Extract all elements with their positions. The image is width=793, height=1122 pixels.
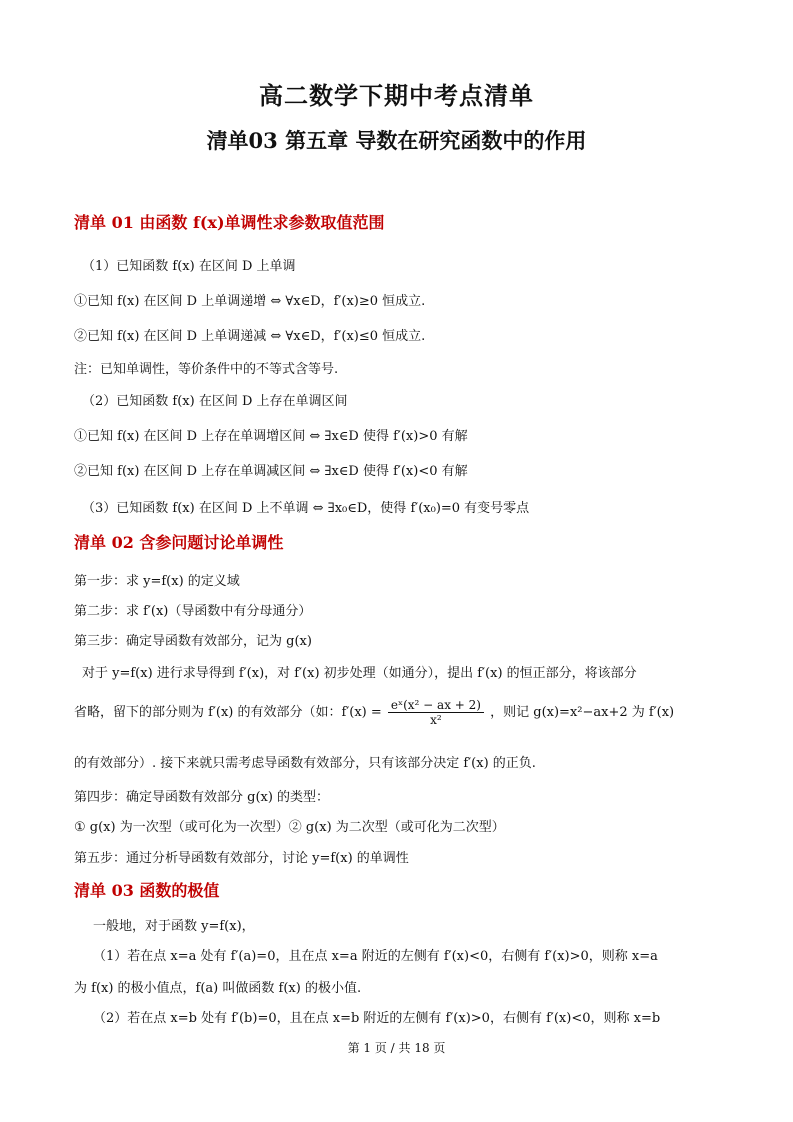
text-line: （3）已知函数 f(x) 在区间 D 上不单调 ⇔ ∃x₀∈D，使得 f′(x₀)=0 有变号零点 xyxy=(82,501,530,516)
section-heading-01: 清单 01 由函数 f(x)单调性求参数取值范围 xyxy=(74,213,385,232)
formula-line xyxy=(74,698,674,727)
text-line: 第二步：求 f′(x)（导函数中有分母通分） xyxy=(74,604,312,619)
fraction xyxy=(388,698,484,727)
text-line: 对于 y=f(x) 进行求导得到 f′(x)，对 f′(x) 初步处理（如通分），提出 f′(x) 的恒正部分，将该部分 xyxy=(82,666,637,681)
page-footer: 第 1 页 / 共 18 页 xyxy=(347,1041,446,1055)
text-line: 的有效部分）. 接下来就只需考虑导函数有效部分，只有该部分决定 f′(x) 的正负. xyxy=(74,756,536,771)
text-line: ① g(x) 为一次型（或可化为一次型）② g(x) 为二次型（或可化为二次型） xyxy=(74,820,505,835)
text-line: ①已知 f(x) 在区间 D 上存在单调增区间 ⇔ ∃x∈D 使得 f′(x)>0 有解 xyxy=(74,429,468,444)
text-line: ②已知 f(x) 在区间 D 上存在单调减区间 ⇔ ∃x∈D 使得 f′(x)<0 有解 xyxy=(74,464,468,479)
text-line: （2）已知函数 f(x) 在区间 D 上存在单调区间 xyxy=(82,394,348,409)
page-subtitle: 清单03 第五章 导数在研究函数中的作用 xyxy=(206,128,587,153)
text-line: （1）已知函数 f(x) 在区间 D 上单调 xyxy=(82,259,296,274)
page-title: 高二数学下期中考点清单 xyxy=(259,81,534,110)
text-fragment: ，则记 g(x)=x²−ax+2 为 f′(x) xyxy=(490,705,675,720)
text-line: 第三步：确定导函数有效部分，记为 g(x) xyxy=(74,634,312,649)
text-line: 一般地，对于函数 y=f(x)， xyxy=(93,919,255,934)
text-line: （1）若在点 x=a 处有 f′(a)=0，且在点 x=a 附近的左侧有 f′(x)<0，右侧有 f′(x)>0，则称 x=a xyxy=(93,949,658,964)
text-line: 为 f(x) 的极小值点，f(a) 叫做函数 f(x) 的极小值. xyxy=(74,981,362,996)
text-fragment: 省略，留下的部分则为 f′(x) 的有效部分（如：f′(x) = xyxy=(74,705,382,720)
text-line: ①已知 f(x) 在区间 D 上单调递增 ⇔ ∀x∈D，f′(x)≥0 恒成立. xyxy=(74,294,426,309)
fraction-numerator: eˣ(x² − ax + 2) xyxy=(388,698,484,713)
text-line: 第四步：确定导函数有效部分 g(x) 的类型： xyxy=(74,790,330,805)
text-line: 第一步：求 y=f(x) 的定义域 xyxy=(74,574,240,589)
text-line: ②已知 f(x) 在区间 D 上单调递减 ⇔ ∀x∈D，f′(x)≤0 恒成立. xyxy=(74,329,426,344)
section-heading-02: 清单 02 含参问题讨论单调性 xyxy=(74,533,284,552)
text-line: 第五步：通过分析导函数有效部分，讨论 y=f(x) 的单调性 xyxy=(74,851,409,866)
fraction-denominator: x² xyxy=(430,713,442,727)
section-heading-03: 清单 03 函数的极值 xyxy=(74,881,220,900)
text-line: 注：已知单调性，等价条件中的不等式含等号. xyxy=(74,362,339,377)
text-line: （2）若在点 x=b 处有 f′(b)=0，且在点 x=b 附近的左侧有 f′(x)>0，右侧有 f′(x)<0，则称 x=b xyxy=(93,1011,661,1026)
